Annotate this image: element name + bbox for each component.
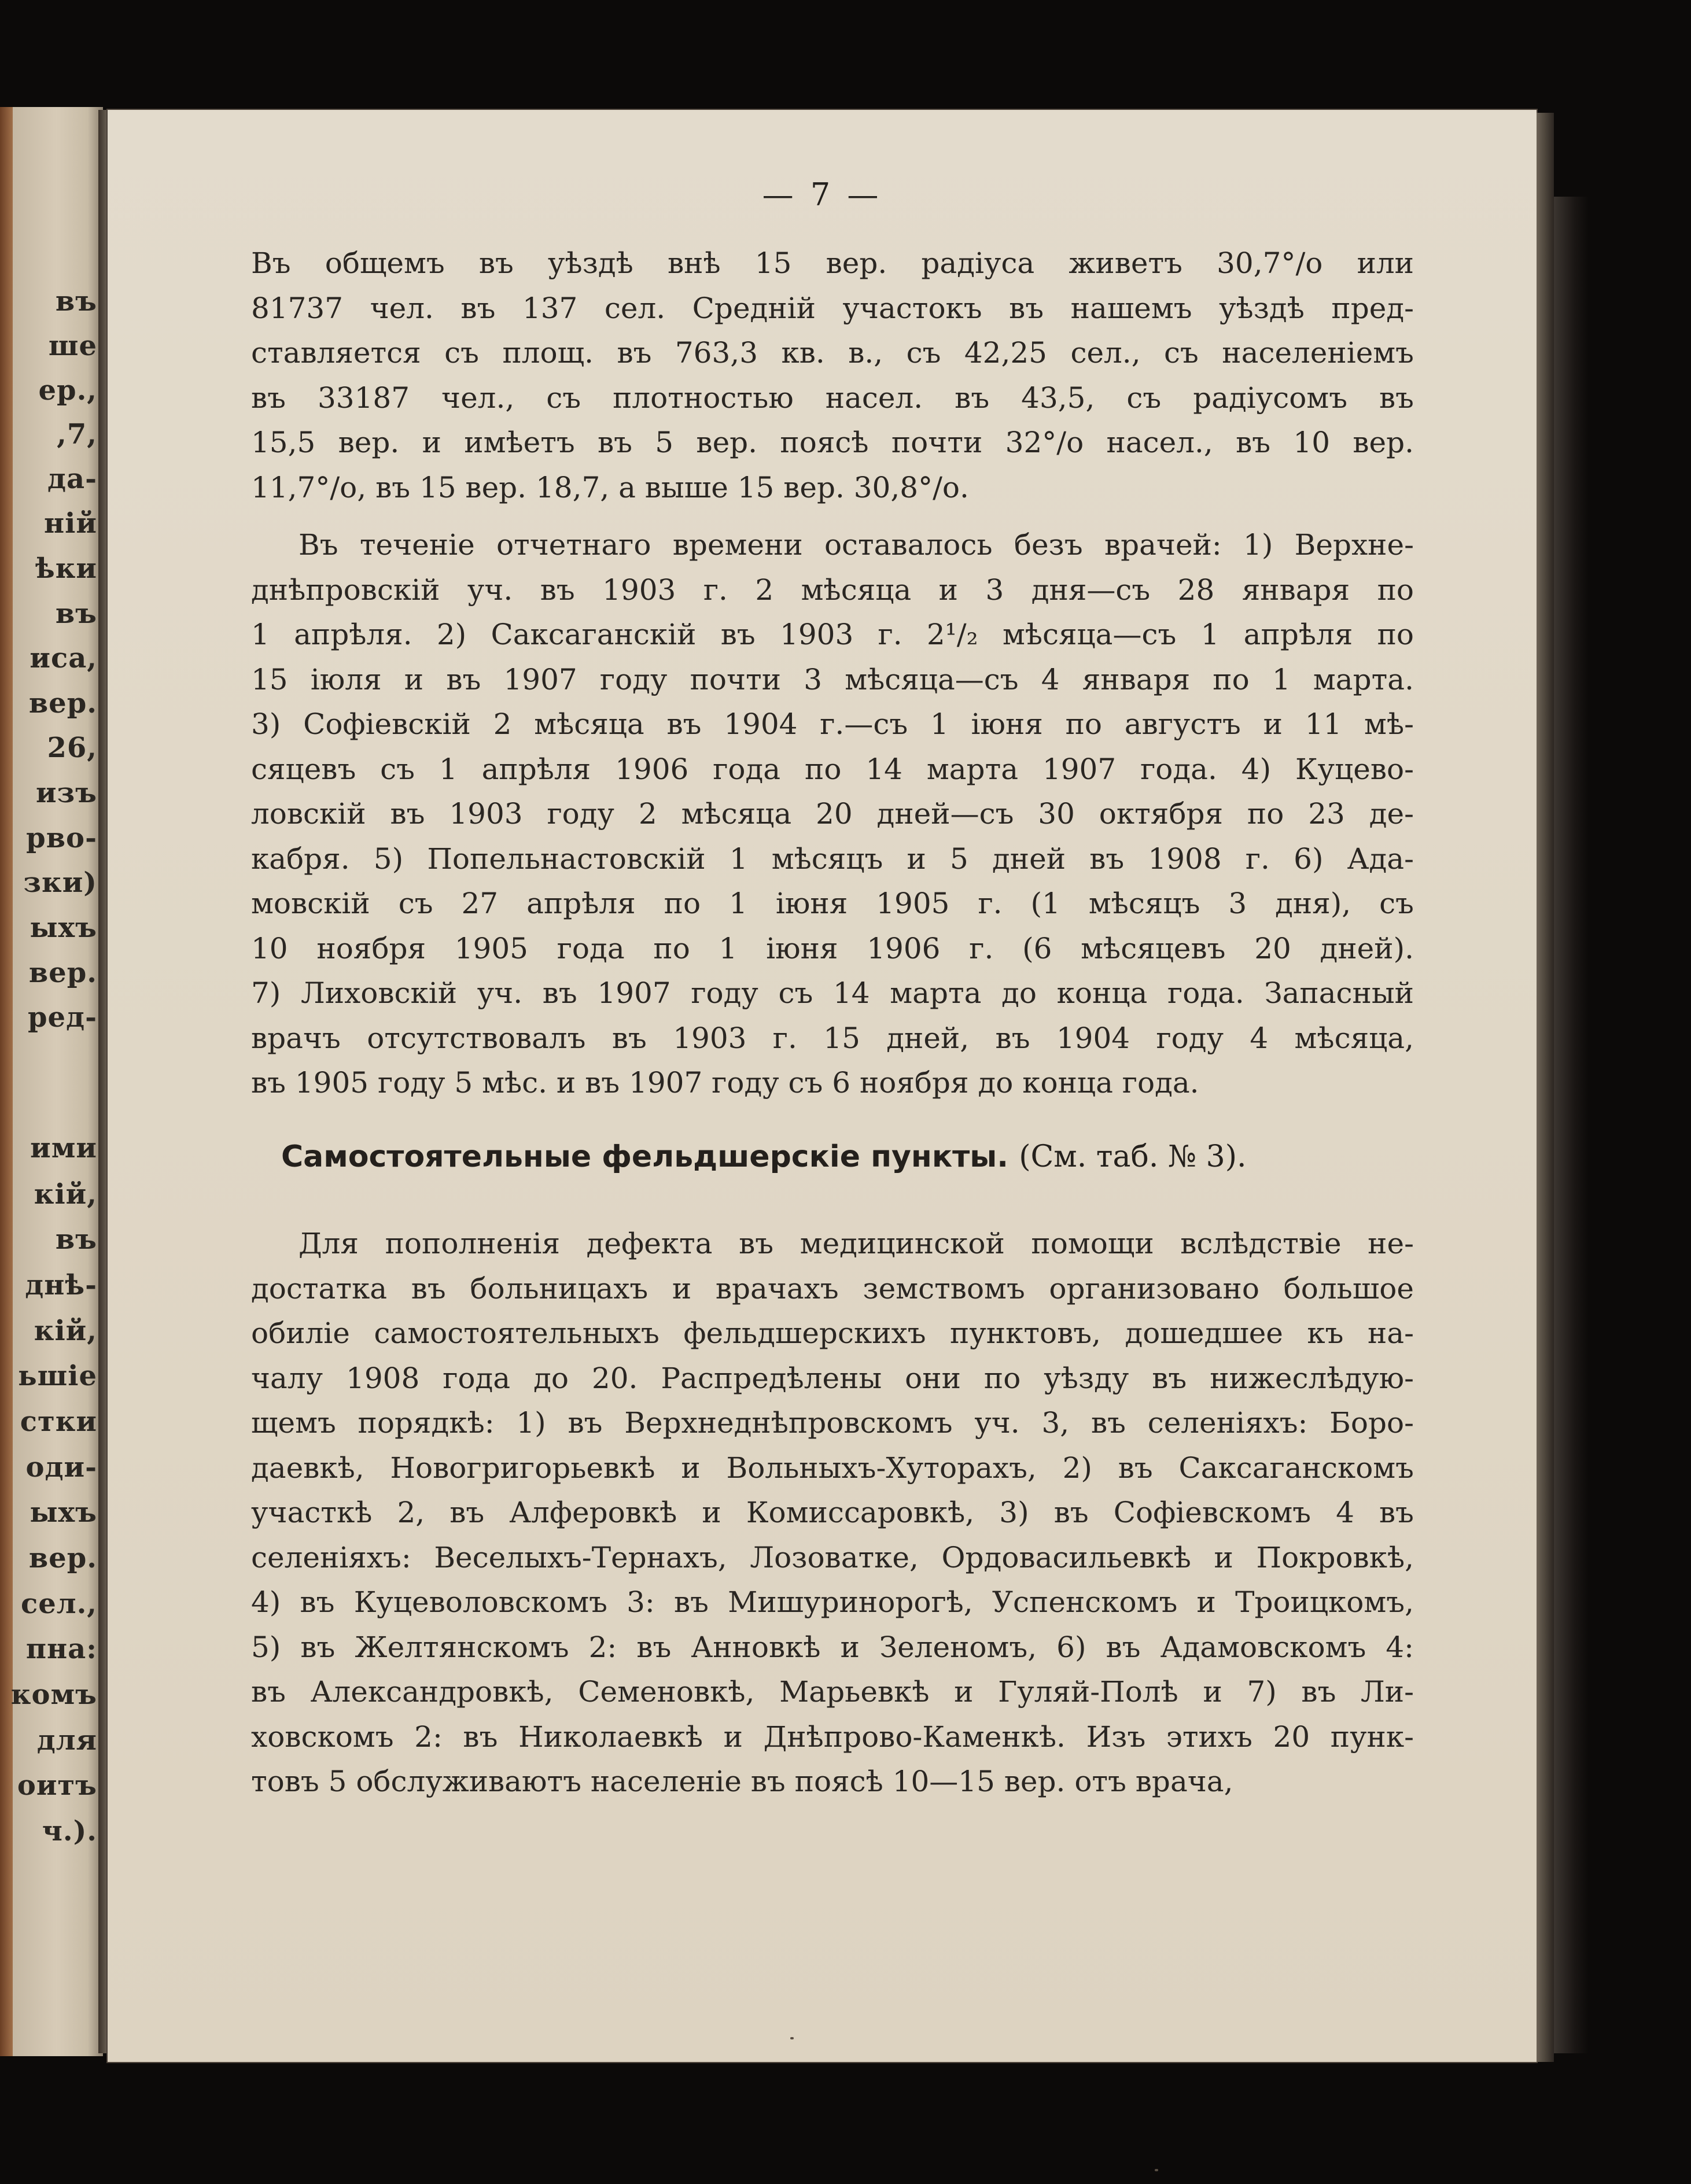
previous-page-fragment: стки [20, 1405, 97, 1438]
previous-page-fragment: иса, [30, 642, 97, 674]
previous-page-fragment: вер. [28, 957, 97, 989]
text-line: Для пополненія дефекта въ медицинской помощи вслѣдствіе не- [299, 1227, 1414, 1260]
previous-page-fragment: въ [55, 597, 97, 630]
page-number: — 7 — [762, 176, 882, 213]
text-line: ловскій въ 1903 году 2 мѣсяца 20 дней—съ 30 октября по 23 де- [251, 797, 1414, 831]
previous-page-fragment: ше [48, 330, 97, 362]
text-line: кабря. 5) Попельнастовскій 1 мѣсяцъ и 5 дней въ 1908 г. 6) Ада- [251, 842, 1414, 876]
previous-page-fragment: ыхъ [30, 912, 97, 944]
previous-page-fragment: ьшіе [18, 1360, 97, 1392]
paper-speck [790, 2037, 794, 2039]
previous-page-fragment: пна: [25, 1633, 97, 1665]
previous-page-fragment: оди- [25, 1451, 97, 1484]
previous-page-fragment: ред- [27, 1001, 97, 1034]
text-line: въ Александровкѣ, Семеновкѣ, Марьевкѣ и Гуляй-Полѣ и 7) въ Ли- [251, 1675, 1414, 1709]
text-line: 15,5 вер. и имѣетъ въ 5 вер. поясѣ почти 32°/о насел., въ 10 вер. [251, 426, 1414, 459]
previous-page-fragment: ыхъ [30, 1496, 97, 1529]
text-line: достатка въ больницахъ и врачахъ земствомъ организовано большое [251, 1271, 1414, 1305]
text-line: 15 іюля и въ 1907 году почти 3 мѣсяца—съ 4 января по 1 марта. [251, 662, 1414, 696]
previous-page-fragment: комъ [10, 1678, 97, 1711]
previous-page-fragment: ер., [38, 374, 97, 407]
previous-page-fragment: 26, [47, 732, 97, 764]
text-line: 10 ноября 1905 года по 1 іюня 1906 г. (6 мѣсяцевъ 20 дней). [251, 931, 1414, 965]
text-line: 5) въ Желтянскомъ 2: въ Анновкѣ и Зеленомъ, 6) въ Адамовскомъ 4: [251, 1630, 1414, 1664]
previous-page-fragment: днѣ- [25, 1269, 97, 1301]
text-line: чалу 1908 года до 20. Распредѣлены они по уѣзду въ нижеслѣдую- [251, 1361, 1414, 1395]
text-line: товъ 5 обслуживаютъ населеніе въ поясѣ 10—15 вер. отъ врача, [251, 1765, 1233, 1798]
section-title: Самостоятельные фельдшерскіе пункты. [281, 1139, 1009, 1174]
text-line: мовскій съ 27 апрѣля по 1 іюня 1905 г. (1 мѣсяцъ 3 дня), съ [251, 887, 1414, 920]
previous-page-fragment: рво- [26, 822, 97, 854]
text-line: Въ общемъ въ уѣздѣ внѣ 15 вер. радіуса живетъ 30,7°/о или [251, 246, 1414, 280]
previous-page-edge [0, 107, 103, 2056]
text-line: щемъ порядкѣ: 1) въ Верхнеднѣпровскомъ уч. 3, въ селеніяхъ: Боро- [251, 1406, 1414, 1440]
text-line: участкѣ 2, въ Алферовкѣ и Комиссаровкѣ, 3) въ Софіевскомъ 4 въ [251, 1496, 1414, 1529]
previous-page-fragment: ѣки [35, 552, 97, 585]
text-line: сяцевъ съ 1 апрѣля 1906 года по 14 марта 1907 года. 4) Куцево- [251, 752, 1414, 786]
previous-page-fragment: ч.). [42, 1815, 97, 1847]
section-heading [281, 1138, 1415, 1175]
text-line: 7) Лиховскій уч. въ 1907 году съ 14 марта до конца года. Запасный [251, 976, 1414, 1010]
previous-page-fragment: вер. [28, 1542, 97, 1574]
text-line: днѣпровскій уч. въ 1903 г. 2 мѣсяца и 3 дня—съ 28 января по [251, 573, 1414, 607]
text-line: 11,7°/о, въ 15 вер. 18,7, а выше 15 вер. 30,8°/о. [251, 470, 969, 504]
text-line: ставляется съ площ. въ 763,3 кв. в., съ 42,25 сел., съ населеніемъ [251, 336, 1414, 370]
text-line: въ 1905 году 5 мѣс. и въ 1907 году съ 6 ноября до конца года. [251, 1066, 1199, 1100]
text-line: даевкѣ, Новогригорьевкѣ и Вольныхъ-Хуторахъ, 2) въ Саксаганскомъ [251, 1451, 1414, 1485]
text-line: Въ теченіе отчетнаго времени оставалось безъ врачей: 1) Верхне- [299, 528, 1414, 562]
previous-page-fragment: да- [47, 463, 97, 495]
previous-page-fragment: въ [55, 1223, 97, 1256]
text-line: 1 апрѣля. 2) Саксаганскій въ 1903 г. 2¹/₂ мѣсяца—съ 1 апрѣля по [251, 618, 1414, 651]
previous-page-fragment: въ [55, 285, 97, 318]
previous-page-fragment: ній [44, 507, 97, 540]
book-cover-right-edge [1537, 113, 1554, 2062]
book-cover-edge [0, 107, 13, 2056]
previous-page-fragment: кій, [34, 1178, 97, 1211]
text-line: въ 33187 чел., съ плотностью насел. въ 43,5, съ радіусомъ въ [251, 381, 1414, 415]
text-line: врачъ отсутствовалъ въ 1903 г. 15 дней, въ 1904 году 4 мѣсяца, [251, 1021, 1414, 1055]
table-reference: (См. таб. № 3). [1019, 1139, 1247, 1174]
book-spine-shadow [1554, 197, 1589, 2053]
previous-page-fragment: ими [30, 1132, 97, 1164]
previous-page-fragment: изъ [35, 777, 97, 809]
text-line: ховскомъ 2: въ Николаевкѣ и Днѣпрово-Каменкѣ. Изъ этихъ 20 пунк- [251, 1720, 1414, 1754]
previous-page-fragment: ,7, [57, 418, 97, 451]
previous-page-fragment: для [36, 1724, 97, 1757]
previous-page-fragment: зки) [23, 866, 97, 899]
text-line: 4) въ Куцеволовскомъ 3: въ Мишуринорогѣ, Успенскомъ и Троицкомъ, [251, 1585, 1414, 1619]
previous-page-fragment: оитъ [17, 1769, 97, 1802]
previous-page-fragment: кій, [34, 1315, 97, 1347]
previous-page-fragment: вер. [28, 687, 97, 720]
text-line: селеніяхъ: Веселыхъ-Тернахъ, Лозоватке, Ордовасильевкѣ и Покровкѣ, [251, 1540, 1414, 1574]
text-line: 3) Софіевскій 2 мѣсяца въ 1904 г.—съ 1 іюня по августъ и 11 мѣ- [251, 707, 1414, 741]
paper-speck [1155, 2169, 1158, 2171]
text-line: обиліе самостоятельныхъ фельдшерскихъ пунктовъ, дошедшее къ на- [251, 1316, 1414, 1350]
book-page [108, 110, 1537, 2062]
previous-page-fragment: сел., [20, 1588, 97, 1620]
text-line: 81737 чел. въ 137 сел. Средній участокъ въ нашемъ уѣздѣ пред- [251, 291, 1414, 325]
